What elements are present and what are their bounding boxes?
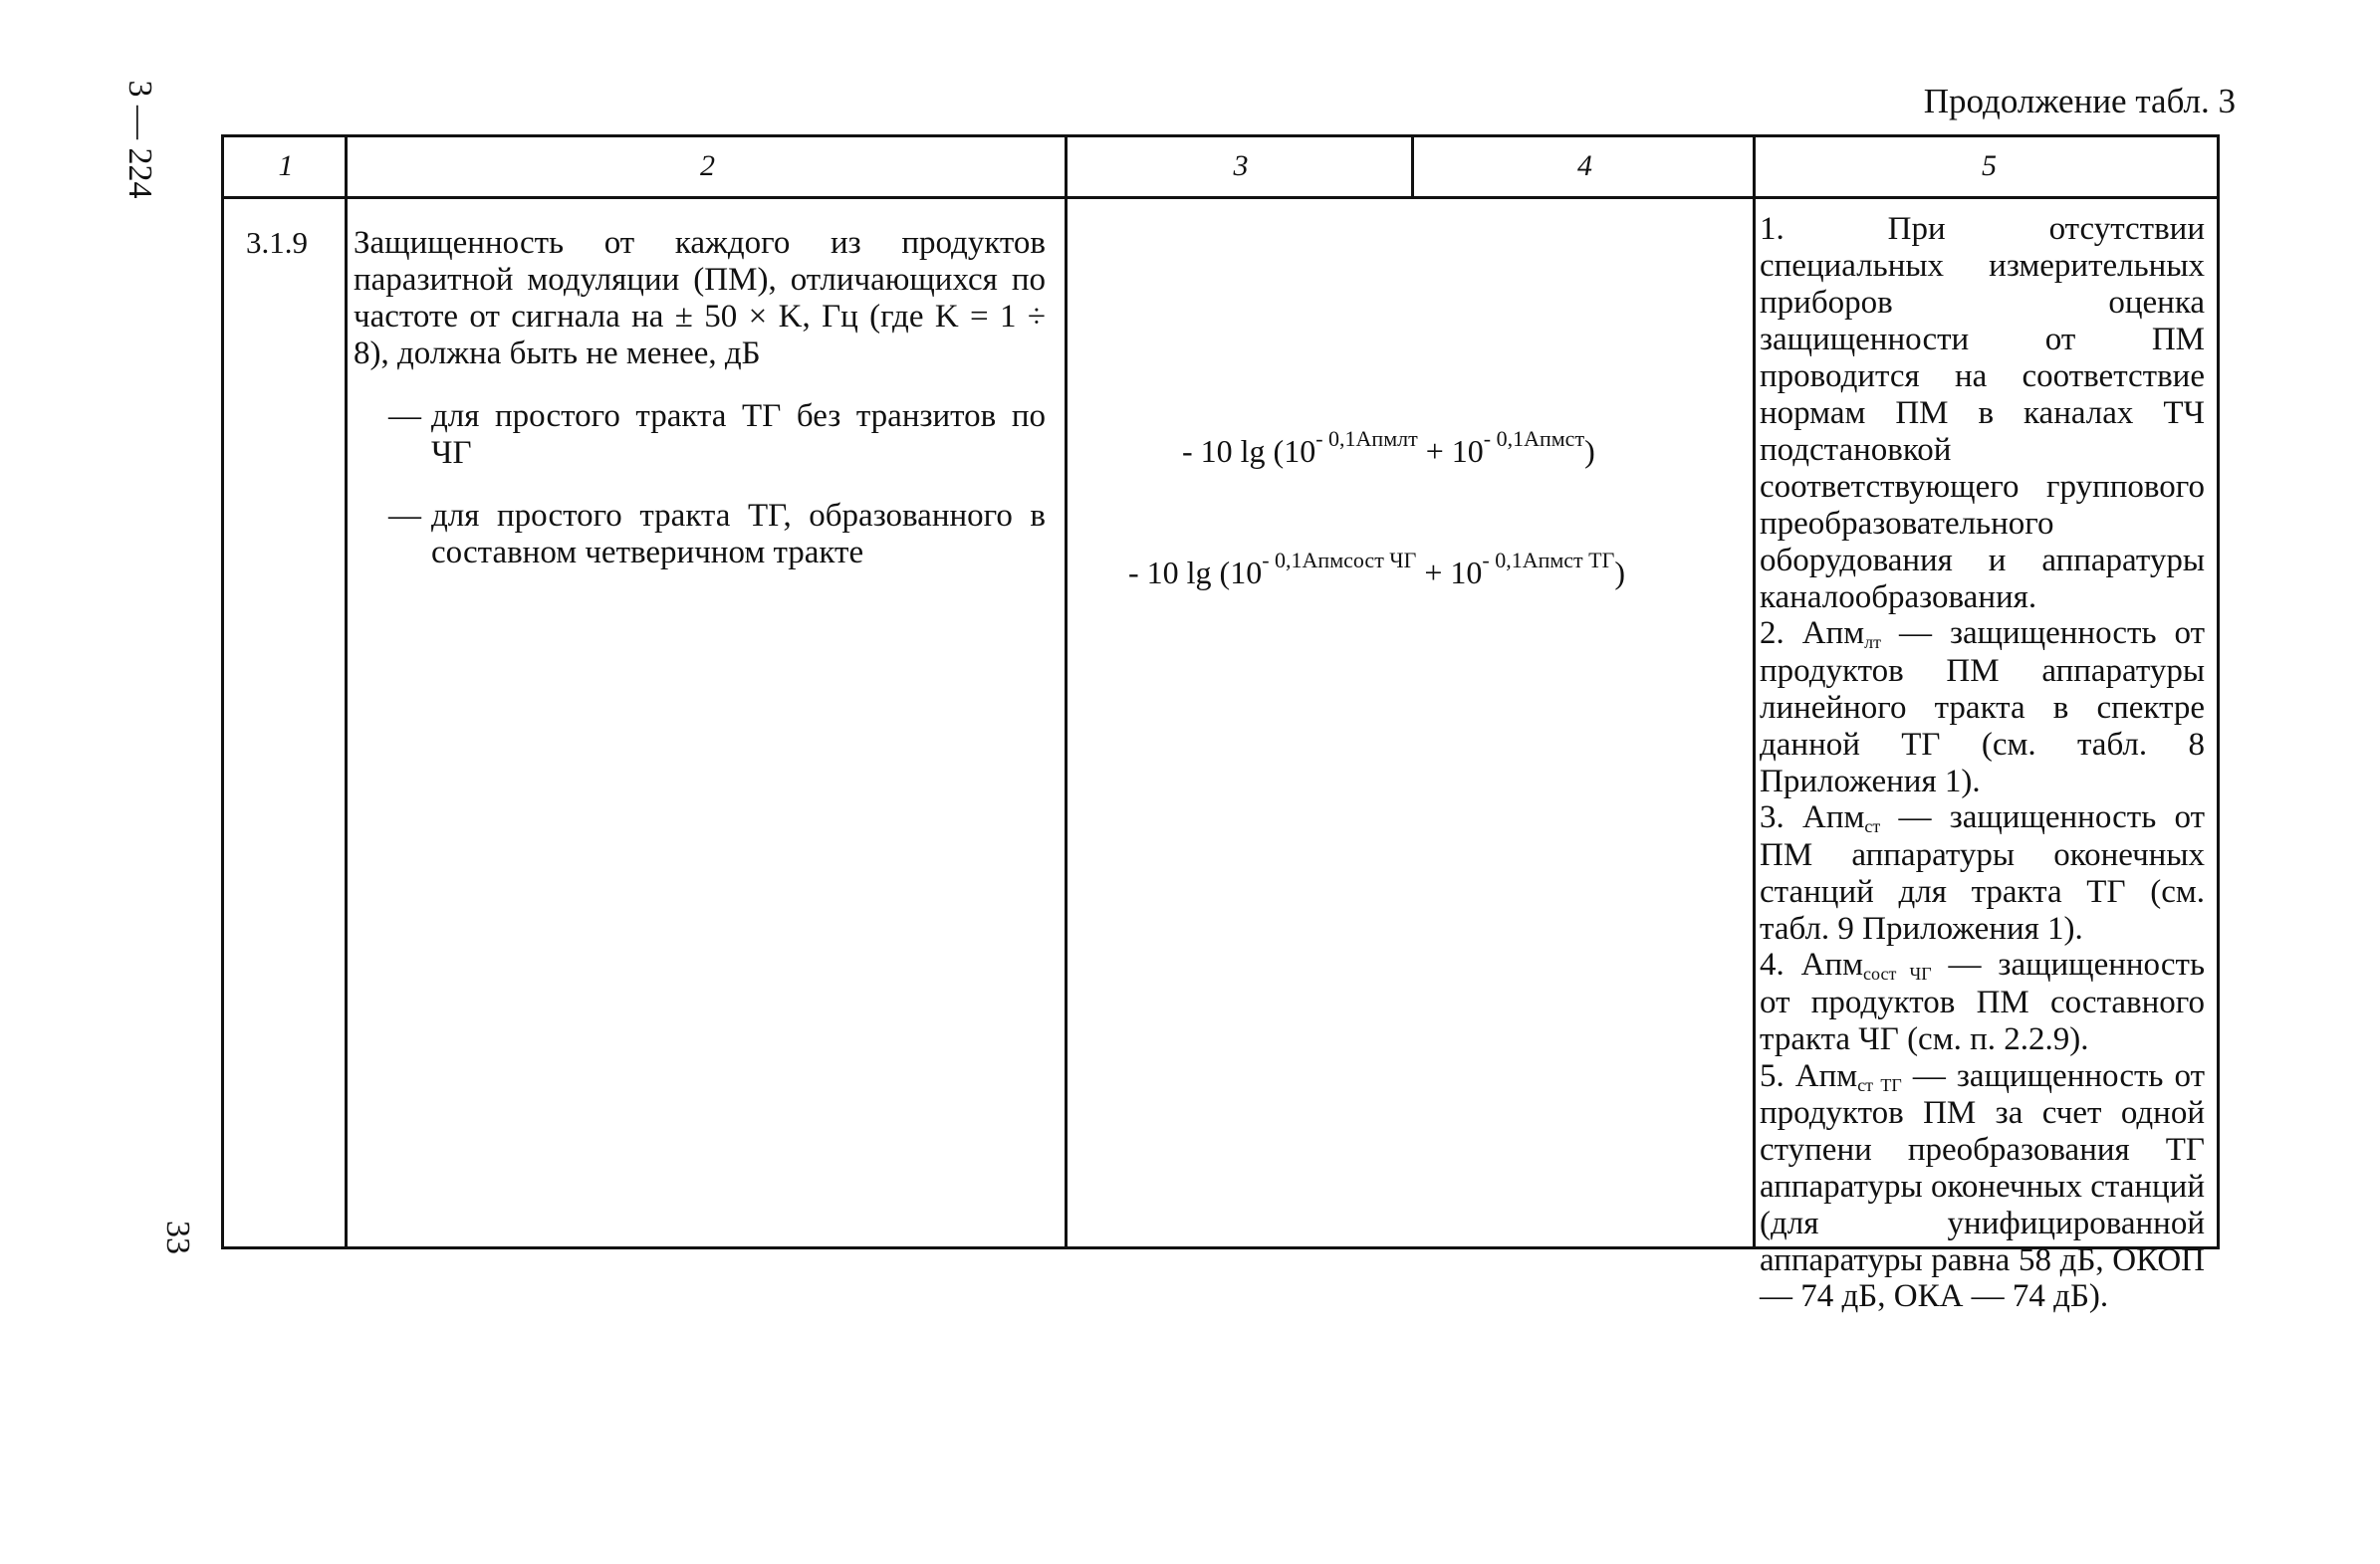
- header-col-3: 3: [1233, 149, 1249, 182]
- note-subscript: ст: [1864, 816, 1881, 837]
- note-text: — защищенность от продуктов ПМ составного тракта ЧГ (см. п. 2.2.9).: [1760, 947, 2206, 1057]
- case-text: для простого тракта ТГ, образованного в составном четверичном тракте: [431, 497, 1046, 570]
- note-item: [1760, 799, 2205, 947]
- formula-prefix: - 10 lg (10: [1128, 555, 1263, 590]
- formula-exponent: - 0,1Апмст: [1483, 426, 1585, 451]
- header-col-5: 5: [1982, 149, 1997, 182]
- requirement-cell: [354, 225, 1046, 571]
- note-text: — защищенность от продуктов ПМ аппаратуры линейного тракта в спектре данной ТГ (см. табл. 8 Приложения 1).: [1760, 615, 2206, 799]
- formula-prefix: - 10 lg (10: [1182, 433, 1316, 469]
- column-divider: [1065, 137, 1068, 1246]
- notes-cell: [1760, 211, 2205, 1315]
- formula-exponent: - 0,1Апмлт: [1315, 426, 1418, 451]
- case-text: для простого тракта ТГ без транзитов по ЧГ: [431, 397, 1046, 471]
- item-number: 3.1.9: [246, 225, 308, 260]
- formula-composite-path: [1128, 548, 1625, 591]
- case-item: [354, 398, 1046, 472]
- norms-table: [221, 134, 2220, 1315]
- note-lead: 4. Апм: [1760, 947, 1864, 984]
- case-item: [354, 498, 1046, 571]
- note-subscript: лт: [1864, 632, 1881, 653]
- note-lead: 2. Апм: [1760, 615, 1865, 652]
- document-code: 3 — 224: [121, 80, 158, 199]
- column-divider: [1411, 137, 1414, 199]
- note-item: [1760, 615, 2205, 799]
- note-text: — защищенность от ПМ аппаратуры оконечных станций для тракта ТГ (см. табл. 9 Приложения 1).: [1760, 799, 2206, 947]
- note-text: 1. При отсутствии специальных измерительных приборов оценка защищенности от ПМ проводится на соответствие нормам ПМ в каналах ТЧ подстановкой соответствующего группового преобразовательного оборудования и аппаратуры каналообразования.: [1760, 211, 2205, 615]
- requirement-description: Защищенность от каждого из продуктов паразитной модуляции (ПМ), отличающихся по частоте от сигнала на ± 50 × K, Гц (где K = 1 ÷ 8), должна быть не менее, дБ: [354, 225, 1046, 371]
- dash-marker: —: [388, 397, 421, 434]
- page-number: 33: [159, 1221, 196, 1254]
- formula-simple-path: [1182, 426, 1595, 470]
- header-col-1: 1: [278, 149, 294, 182]
- note-item: [1760, 1058, 2205, 1316]
- formula-plus: + 10: [1417, 433, 1484, 469]
- column-divider: [1753, 137, 1756, 1246]
- note-text: — защищенность от продуктов ПМ за счет одной ступени преобразования ТГ аппаратуры оконечных станций (для унифицированной аппаратуры равна 58 дБ, ОКОП — 74 дБ, ОКА — 74 дБ).: [1760, 1057, 2206, 1315]
- dash-marker: —: [388, 497, 421, 534]
- table-header-row: [224, 137, 2217, 199]
- header-col-4: 4: [1577, 149, 1592, 182]
- note-subscript: сост ЧГ: [1863, 964, 1932, 985]
- formula-plus: + 10: [1416, 555, 1483, 590]
- note-lead: 5. Апм: [1760, 1057, 1858, 1094]
- header-col-2: 2: [700, 149, 715, 182]
- formula-exponent: - 0,1Апмсост ЧГ: [1262, 548, 1417, 572]
- formula-suffix: ): [1584, 433, 1595, 469]
- column-divider: [345, 137, 348, 1246]
- note-item: [1760, 947, 2205, 1057]
- formula-suffix: ): [1614, 555, 1625, 590]
- note-subscript: ст ТГ: [1857, 1074, 1902, 1095]
- formula-exponent: - 0,1Апмст ТГ: [1482, 548, 1615, 572]
- note-lead: 3. Апм: [1760, 799, 1865, 836]
- continuation-title: Продолжение табл. 3: [1923, 82, 2236, 120]
- note-item: [1760, 211, 2205, 615]
